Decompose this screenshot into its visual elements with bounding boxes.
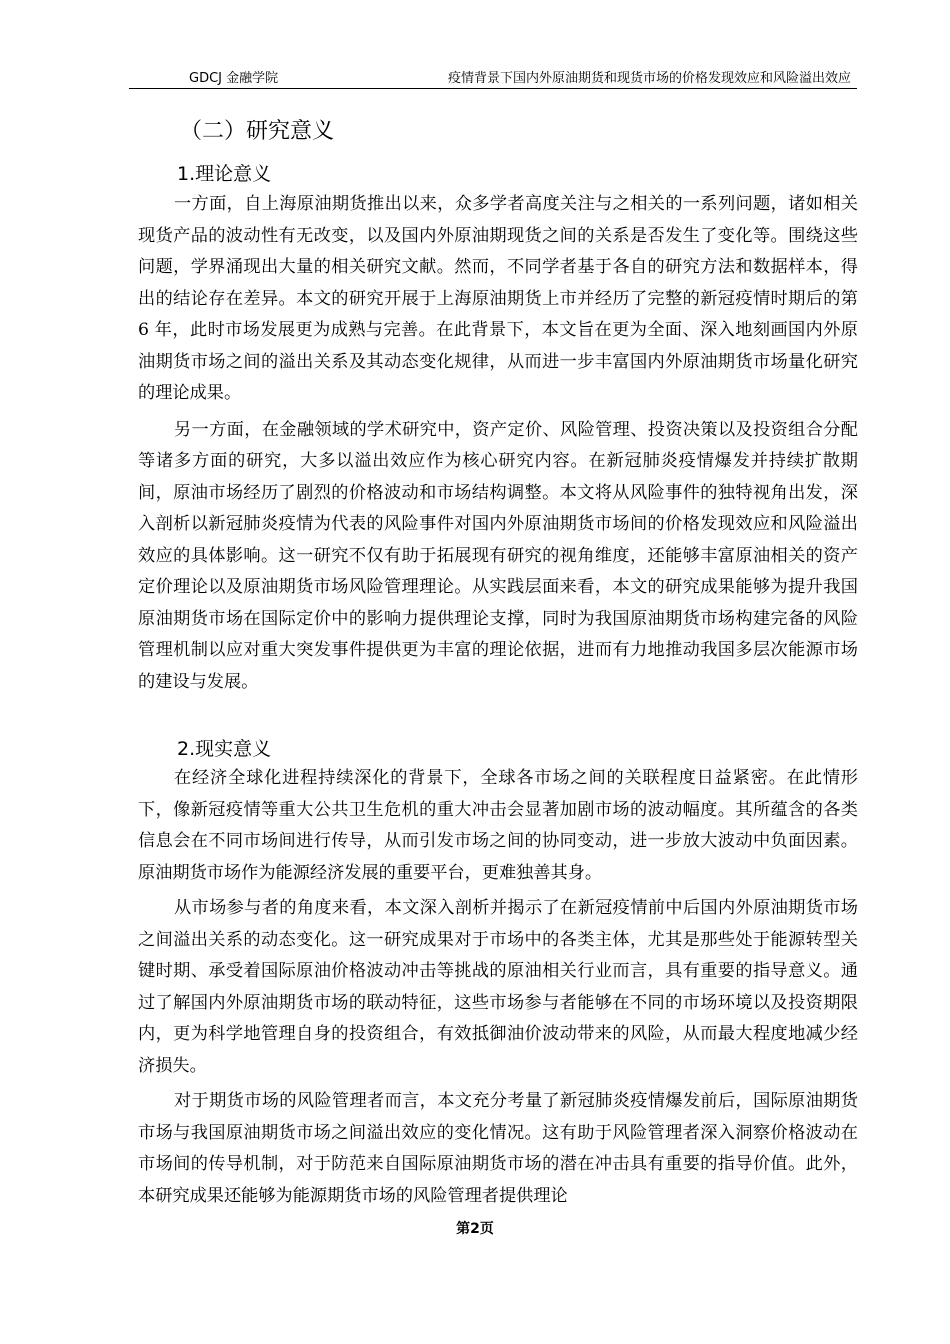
paragraph: 对于期货市场的风险管理者而言，本文充分考量了新冠肺炎疫情爆发前后，国际原油期货市场与我国原油期货市场之间溢出效应的变化情况。这有助于风险管理者深入洞察价格波动在市场间的传导机制，对于防范来自国际原油期货市场的潜在冲击具有重要的指导价值。此外，本研究成果还能够为能源期货市场的风险管理者提供理论 xyxy=(138,1091,858,1206)
section-heading: （二）研究意义 xyxy=(180,119,335,144)
theory-text-block xyxy=(138,189,858,698)
paragraph: 在经济全球化进程持续深化的背景下，全球各市场之间的关联程度日益紧密。在此情形下，像新冠疫情等重大公共卫生危机的重大冲击会显著加剧市场的波动幅度。其所蕴含的各类信息会在不同市场间进行传导，从而引发市场之间的协同变动，进一步放大波动中负面因素。原油期货市场作为能源经济发展的重要平台，更难独善其身。 xyxy=(138,768,858,883)
header-paper-title: 疫情背景下国内外原油期货和现货市场的价格发现效应和风险溢出效应 xyxy=(447,71,851,86)
page-number: 第2页 xyxy=(456,1221,494,1237)
practice-text-block xyxy=(138,763,858,1212)
paragraph: 从市场参与者的角度来看，本文深入剖析并揭示了在新冠疫情前中后国内外原油期货市场之间溢出关系的动态变化。这一研究成果对于市场中的各类主体，尤其是那些处于能源转型关键时期、承受着国际原油价格波动冲击等挑战的原油相关行业而言，具有重要的指导意义。通过了解国内外原油期货市场的联动特征，这些市场参与者能够在不同的市场环境以及投资期限内，更为科学地管理自身的投资组合，有效抵御油价波动带来的风险，从而最大程度地减少经济损失。 xyxy=(138,898,858,1076)
paragraph: 另一方面，在金融领域的学术研究中，资产定价、风险管理、投资决策以及投资组合分配等诸多方面的研究，大多以溢出效应作为核心研究内容。在新冠肺炎疫情爆发并持续扩散期间，原油市场经历了剧烈的价格波动和市场结构调整。本文将从风险事件的独特视角出发，深入剖析以新冠肺炎疫情为代表的风险事件对国内外原油期货市场间的价格发现效应和风险溢出效应的具体影响。这一研究不仅有助于拓展现有研究的视角维度，还能够丰富原油相关的资产定价理论以及原油期货市场风险管理理论。从实践层面来看，本文的研究成果能够为提升我国原油期货市场在国际定价中的影响力提供理论支撑，同时为我国原油期货市场构建完备的风险管理机制以应对重大突发事件提供更为丰富的理论依据，进而有力地推动我国多层次能源市场的建设与发展。 xyxy=(138,419,858,692)
paragraph: 一方面，自上海原油期货推出以来，众多学者高度关注与之相关的一系列问题，诸如相关现货产品的波动性有无改变，以及国内外原油期现货之间的关系是否发生了变化等。围绕这些问题，学界涌现出大量的相关研究文献。然而，不同学者基于各自的研究方法和数据样本，得出的结论存在差异。本文的研究开展于上海原油期货上市并经历了完整的新冠疫情时期后的第 6 年，此时市场发展更为成熟与完善。在此背景下，本文旨在更为全面、深入地刻画国内外原油期货市场之间的溢出关系及其动态变化规律，从而进一步丰富国内外原油期货市场量化研究的理论成果。 xyxy=(138,194,858,403)
subsection-heading-theory: 1.理论意义 xyxy=(177,163,272,185)
page-header xyxy=(129,64,857,88)
subsection-heading-practice: 2.现实意义 xyxy=(177,738,272,760)
header-divider xyxy=(129,88,857,89)
header-institution: GDCJ 金融学院 xyxy=(189,71,279,86)
